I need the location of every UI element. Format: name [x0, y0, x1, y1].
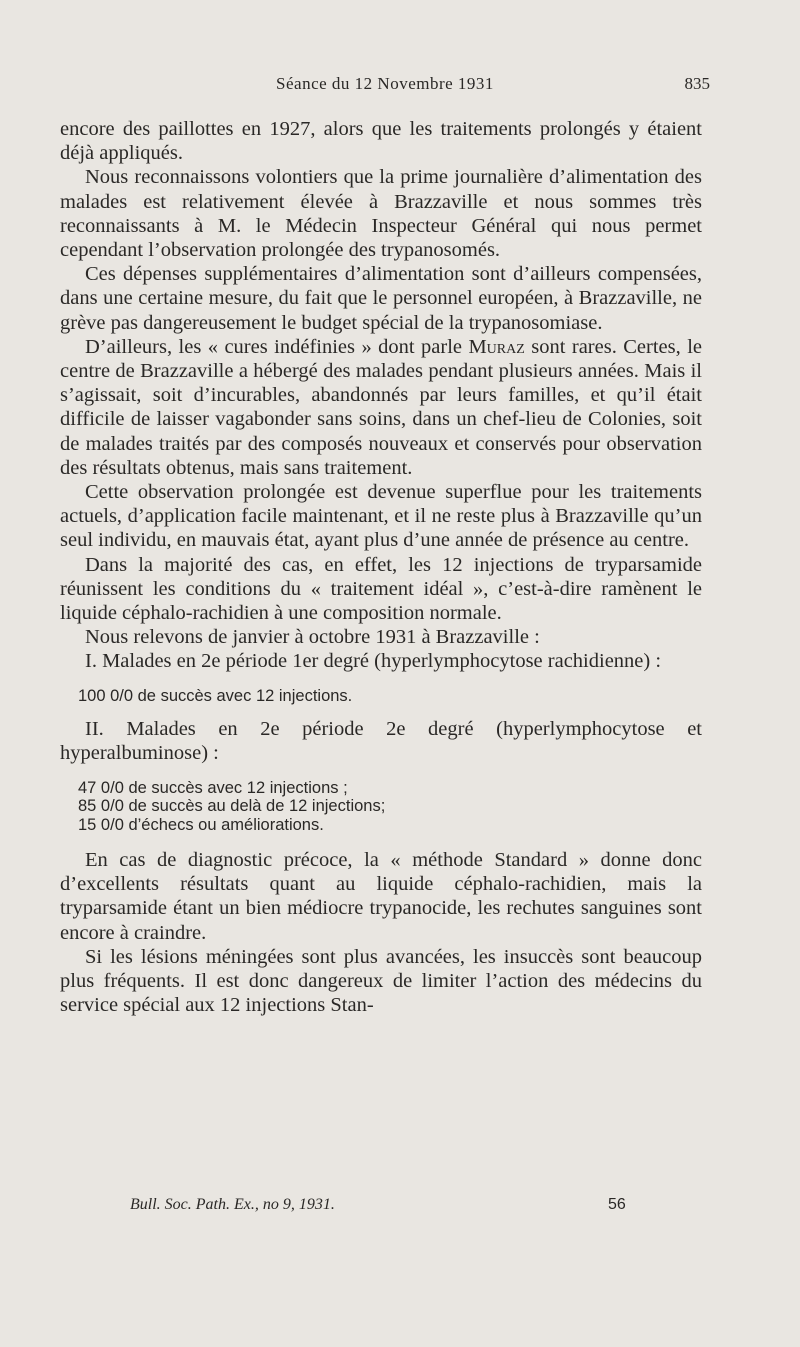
journal-citation: Bull. Soc. Path. Ex., no 9, 1931.: [130, 1196, 335, 1213]
author-name: Muraz: [468, 335, 525, 358]
results-list-1: [60, 687, 702, 706]
header-title: Séance du 12 Novembre 1931: [276, 74, 494, 93]
paragraph: Dans la majorité des cas, en effet, les 12 injections de tryparsamide réunissent les conditions du « traitement idéal », c’est-à-dire ramènent le liquide céphalo-rachidien à une composition normale.: [60, 553, 702, 625]
page-number: 835: [684, 74, 710, 93]
paragraph: Ces dépenses supplémentaires d’alimentation sont d’ailleurs compensées, dans une certaine mesure, du fait que le personnel européen, à Brazzaville, ne grève pas dangereusement le budget spécial de la trypanosomiase.: [60, 263, 702, 334]
paragraph: I. Malades en 2e période 1er degré (hyperlymphocytose rachidienne) :: [85, 650, 662, 673]
paragraph: encore des paillottes en 1927, alors que les traitements prolongés y étaient déjà appliqués.: [60, 118, 702, 165]
paragraph: [60, 335, 702, 480]
list-item: 15 0/0 d’échecs ou améliorations.: [78, 815, 324, 834]
paragraph: Nous relevons de janvier à octobre 1931 à Brazzaville :: [85, 626, 540, 649]
paragraph-text: D’ailleurs, les « cures indéfinies » dont parle: [85, 335, 469, 358]
list-item: 47 0/0 de succès avec 12 injections ;: [78, 778, 348, 797]
signature-number: 56: [608, 1196, 626, 1213]
results-list-2: [60, 779, 702, 835]
paragraph: Nous reconnaissons volontiers que la prime journalière d’alimentation des malades est relativement élevée à Brazzaville et nous sommes très reconnaissants à M. le Médecin Inspecteur Général qui nous permet cependant l’observation prolongée des trypanosomés.: [60, 166, 702, 262]
list-item: 85 0/0 de succès au delà de 12 injections;: [78, 797, 386, 816]
paragraph: En cas de diagnostic précoce, la « méthode Standard » donne donc d’excellents résultats quant au liquide céphalo-rachidien, mais la tryparsamide étant un bien médiocre trypanocide, les rechutes sanguines sont encore à craindre.: [60, 849, 702, 944]
paragraph-text: sont rares. Certes, le centre de Brazzaville a hébergé des malades pendant plusieurs années. Mais il s’agissait, soit d’incurables, abandonnés par leurs familles, et qu’il était difficile de laisser vagabonder sans soins, dans un chef-lieu de Colonies, soit de malades traités par des composés nouveaux et conservés pour observation des résultats obtenus, mais sans traitement.: [60, 335, 703, 479]
paragraph: II. Malades en 2e période 2e degré (hyperlymphocytose et hyperalbuminose) :: [60, 718, 702, 765]
list-item: 100 0/0 de succès avec 12 injections.: [78, 686, 353, 705]
paragraph: Si les lésions méningées sont plus avancées, les insuccès sont beaucoup plus fréquents. Il est donc dangereux de limiter l’action des médecins du service spécial aux 12 injections Stan-: [60, 945, 702, 1017]
page-footer: [130, 1196, 650, 1214]
body-text: [60, 117, 702, 1018]
running-header: [60, 74, 710, 98]
paragraph: Cette observation prolongée est devenue superflue pour les traitements actuels, d’application facile maintenant, et il ne reste plus à Brazzaville qu’un seul individu, en mauvais état, ayant plus d’une année de présence au centre.: [60, 481, 702, 552]
